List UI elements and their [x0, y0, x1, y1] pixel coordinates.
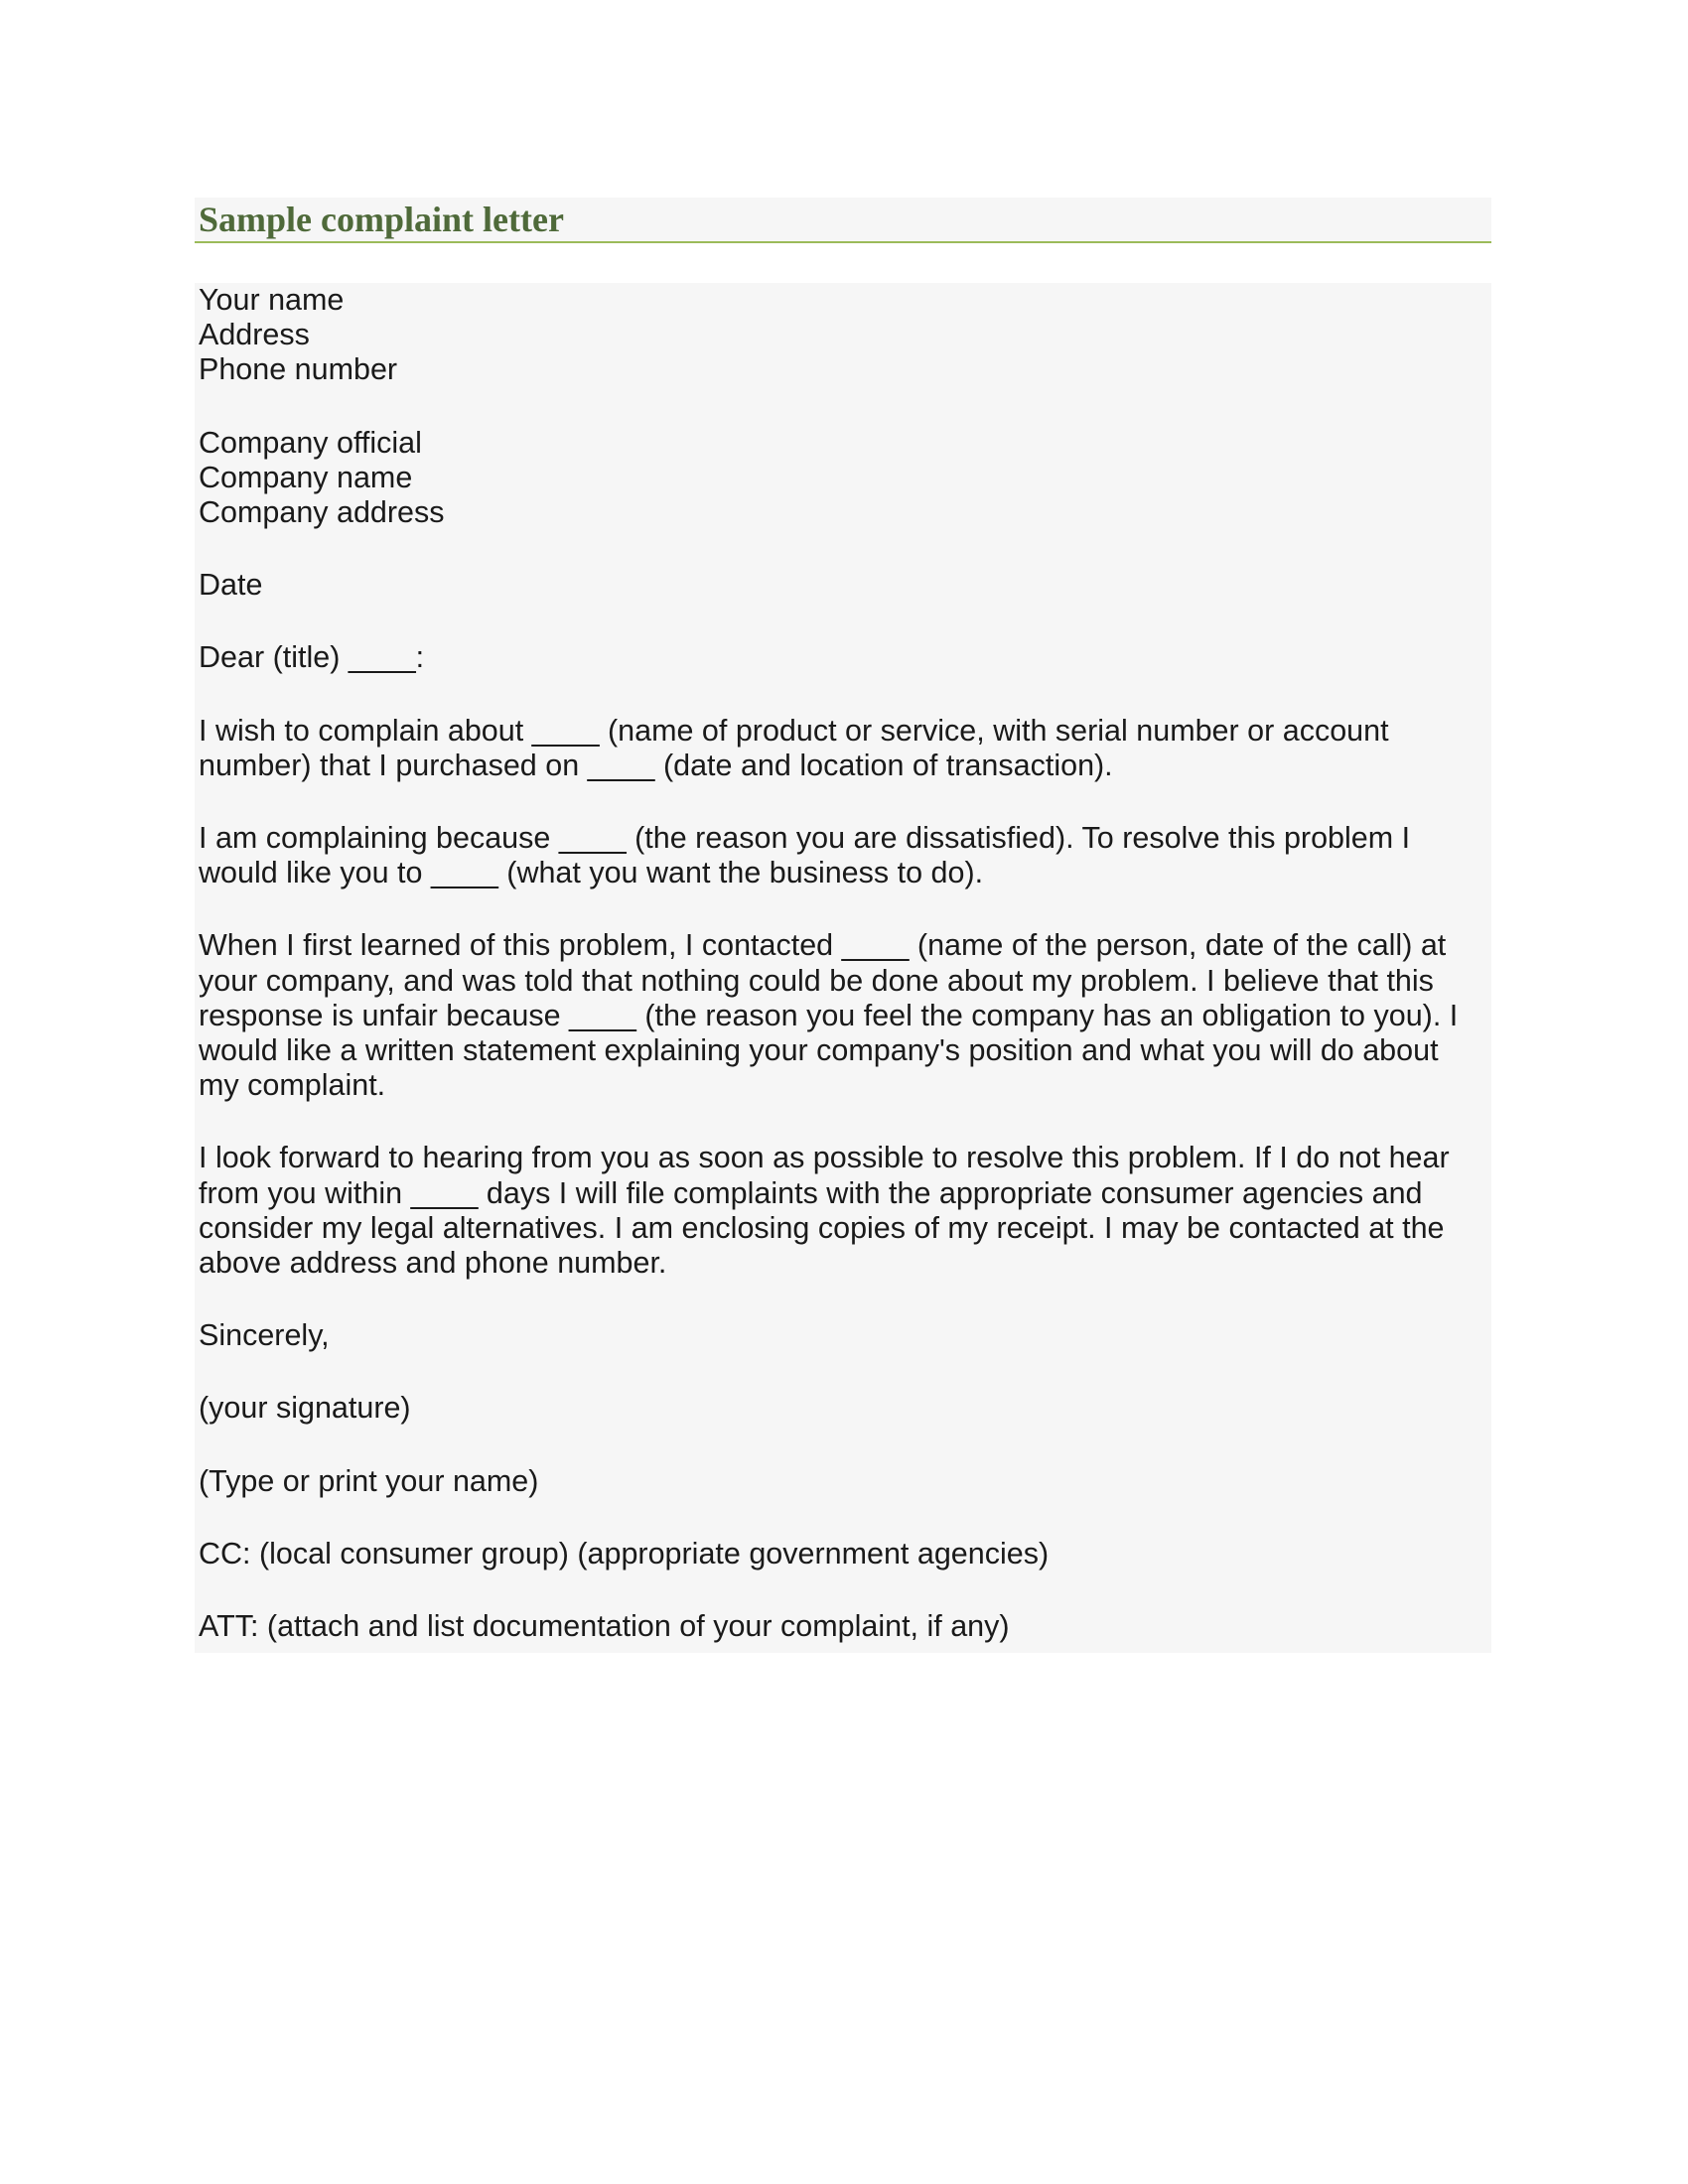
signature-text: (your signature) — [199, 1391, 411, 1426]
paragraph-line: number) that I purchased on ____ (date and location of transaction). — [199, 748, 1113, 782]
sender-block — [199, 283, 1485, 388]
paragraph-line: above address and phone number. — [199, 1246, 667, 1281]
paragraph-line: would like a written statement explaining your company's position and what you will do about — [199, 1033, 1439, 1068]
paragraph-line: I wish to complain about ____ (name of product or service, with serial number or account — [199, 713, 1389, 748]
letter-text — [199, 283, 1485, 1644]
paragraph-complaint — [199, 714, 1485, 783]
paragraph-contact — [199, 928, 1485, 1103]
closing — [199, 1318, 1485, 1353]
date-text: Date — [199, 568, 263, 603]
page-title: Sample complaint letter — [199, 200, 564, 239]
paragraph-line: my complaint. — [199, 1068, 386, 1103]
salutation-text: Dear (title) ____: — [199, 640, 425, 675]
salutation — [199, 640, 1485, 675]
recipient-official: Company official — [199, 425, 422, 460]
title-divider — [195, 241, 1491, 243]
recipient-company-name: Company name — [199, 460, 413, 494]
closing-text: Sincerely, — [199, 1318, 330, 1353]
cc-text: CC: (local consumer group) (appropriate government agencies) — [199, 1536, 1050, 1570]
recipient-company-address: Company address — [199, 495, 445, 530]
att-line — [199, 1609, 1485, 1644]
letter-body — [195, 283, 1491, 1653]
paragraph-line: When I first learned of this problem, I contacted ____ (name of the person, date of the call) at — [199, 928, 1447, 963]
title-band — [195, 198, 1491, 241]
paragraph-reason — [199, 821, 1485, 890]
paragraph-followup — [199, 1141, 1485, 1281]
sender-address: Address — [199, 318, 310, 352]
typed-name-text: (Type or print your name) — [199, 1463, 539, 1498]
paragraph-line: I am complaining because ____ (the reason you are dissatisfied). To resolve this problem I — [199, 821, 1411, 856]
paragraph-line: from you within ____ days I will file complaints with the appropriate consumer agencies and — [199, 1175, 1423, 1210]
paragraph-line: response is unfair because ____ (the reason you feel the company has an obligation to you). I — [199, 998, 1459, 1032]
paragraph-line: consider my legal alternatives. I am enclosing copies of my receipt. I may be contacted at the — [199, 1210, 1445, 1245]
sender-phone: Phone number — [199, 352, 398, 387]
date-line — [199, 568, 1485, 603]
paragraph-line: would like you to ____ (what you want the business to do). — [199, 856, 984, 890]
paragraph-line: your company, and was told that nothing could be done about my problem. I believe that this — [199, 963, 1434, 998]
typed-name — [199, 1464, 1485, 1499]
recipient-block — [199, 426, 1485, 531]
signature-placeholder — [199, 1391, 1485, 1426]
paragraph-line: I look forward to hearing from you as soon as possible to resolve this problem. If I do not hear — [199, 1141, 1450, 1175]
cc-line — [199, 1537, 1485, 1571]
sender-name: Your name — [199, 283, 345, 317]
att-text: ATT: (attach and list documentation of your complaint, if any) — [199, 1609, 1010, 1644]
